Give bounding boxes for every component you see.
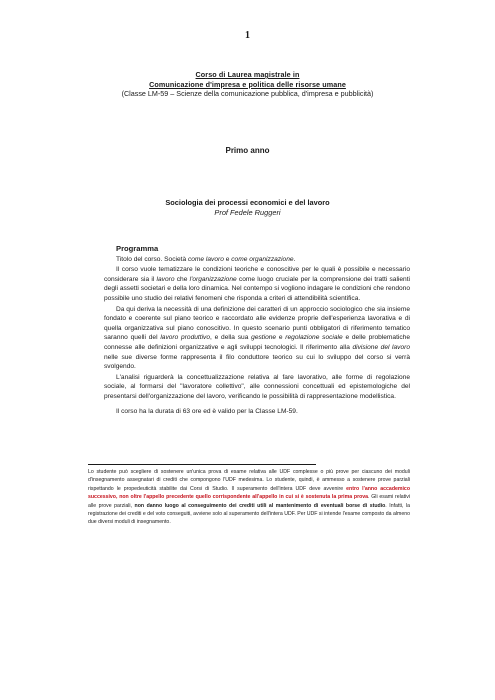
- text-run: Lo studente può scegliere di sostenere un'unica prova di esame relativa alle UDF complesse o più prove per ciascuno dei moduli d'insegnamento assegnatari di crediti che compongono l'UDF medesima. Lo studente, quindi, è ammesso a sostenere prove parziali rispettando le propedeuticità stabilite dai Corsi di Studio. Il superamento dell'intera UDF deve avvenire: [88, 469, 410, 492]
- program-heading: Programma: [116, 244, 159, 253]
- footnote-divider: [88, 464, 316, 465]
- text-run-italic: come lavoro: [187, 255, 224, 263]
- text-run-italic: lavoro: [156, 275, 175, 283]
- course-title: Sociologia dei processi economici e del lavoro: [165, 198, 330, 207]
- text-run-italic: regolazione sociale: [285, 334, 343, 342]
- highlighted-text: entro l'anno accademico successivo, non oltre l'appello precedente quello corrispondente all'appello in cui si è sostenuta la prima prova: [88, 485, 410, 501]
- text-run: e delle problematiche connesse alle definizioni organizzative e agli sviluppi tecnologici. Il riferimento alla: [104, 334, 411, 351]
- text-run-italic: gestione: [251, 334, 277, 342]
- course-professor: Prof Fedele Ruggeri: [214, 207, 281, 217]
- degree-title-line2: Comunicazione d'impresa e politica delle risorse umane: [149, 79, 346, 89]
- text-run: , e della sua: [210, 334, 252, 342]
- text-run: .: [293, 255, 296, 263]
- program-paragraph-1: [104, 255, 410, 265]
- text-run: che: [174, 275, 190, 283]
- footnote: [88, 468, 410, 527]
- degree-title-line1: Corso di Laurea magistrale in: [195, 70, 300, 79]
- text-run: . Infatti, la registrazione dei crediti e del voto conseguiti, avviene solo al superamento dell'intera UDF. Per UDF si intende l'esame composto da almeno due diversi moduli di insegnamento.: [88, 502, 410, 526]
- program-paragraph-3: [104, 305, 410, 372]
- text-run: Titolo del corso. Società: [116, 255, 188, 263]
- year-heading: Primo anno: [225, 146, 270, 155]
- page-number: 1: [245, 30, 250, 41]
- text-run-italic: divisione del lavoro: [352, 343, 410, 351]
- text-run: e: [223, 255, 232, 263]
- program-paragraph-5: Il corso ha la durata di 63 ore ed è valido per la Classe LM-59.: [116, 407, 298, 415]
- program-section: [104, 244, 410, 417]
- text-run: . Gli esami relativi alle prove parziali,: [88, 494, 410, 509]
- text-run: Da qui deriva la necessità di una definizione dei caratteri di un approccio sociologico che sia insieme fondato e coerente sul piano teorico e raccordato alle evidenze proprie dell'esperienza lavorativa e di quella organizzativa sul piano conoscitivo. In questo scenario punti obbligatori di riferimento tematico saranno quelli del: [104, 305, 410, 342]
- text-run: Il corso vuole tematizzare le condizioni teoriche e conoscitive per le quali è possibile e necessario considerare sia il: [104, 266, 410, 283]
- course-heading: [0, 198, 495, 217]
- program-paragraph-2: [104, 265, 410, 303]
- degree-class: (Classe LM-59 – Scienze della comunicazione pubblica, d'impresa e pubblicità): [121, 89, 374, 98]
- text-run: e: [276, 334, 286, 342]
- program-paragraph-4: L'analisi riguarderà la concettualizzazione relativa al fare lavorativo, alle forme di regolazione sociale, al formarsi del "lavoratore collettivo", alle connessioni concettuali ed epistemologiche del presentarsi dell'organizzazione del lavoro, verificando le possibilità di rappresentazione modellistica.: [104, 373, 410, 400]
- text-run-italic: l'organizzazione: [189, 275, 237, 283]
- text-run-italic: lavoro produttivo: [160, 334, 211, 342]
- text-run: nelle sue diverse forme rappresenta il filo conduttore teorico su cui lo sviluppo del corso si verrà svolgendo.: [104, 353, 410, 371]
- text-run: come luogo cruciale per la comprensione dei tratti salienti degli assetti societari e della loro dinamica. Nel contempo si vogliono indagare le condizioni che rendono possibile uno studio dei relativi fenomeni che risponda a criteri di attendibilità scientifica.: [104, 275, 411, 302]
- degree-header: [60, 70, 435, 99]
- bold-text: non danno luogo al conseguimento dei crediti utili al mantenimento di eventuali borse di studio: [134, 502, 386, 509]
- text-run-italic: come organizzazione: [231, 255, 294, 263]
